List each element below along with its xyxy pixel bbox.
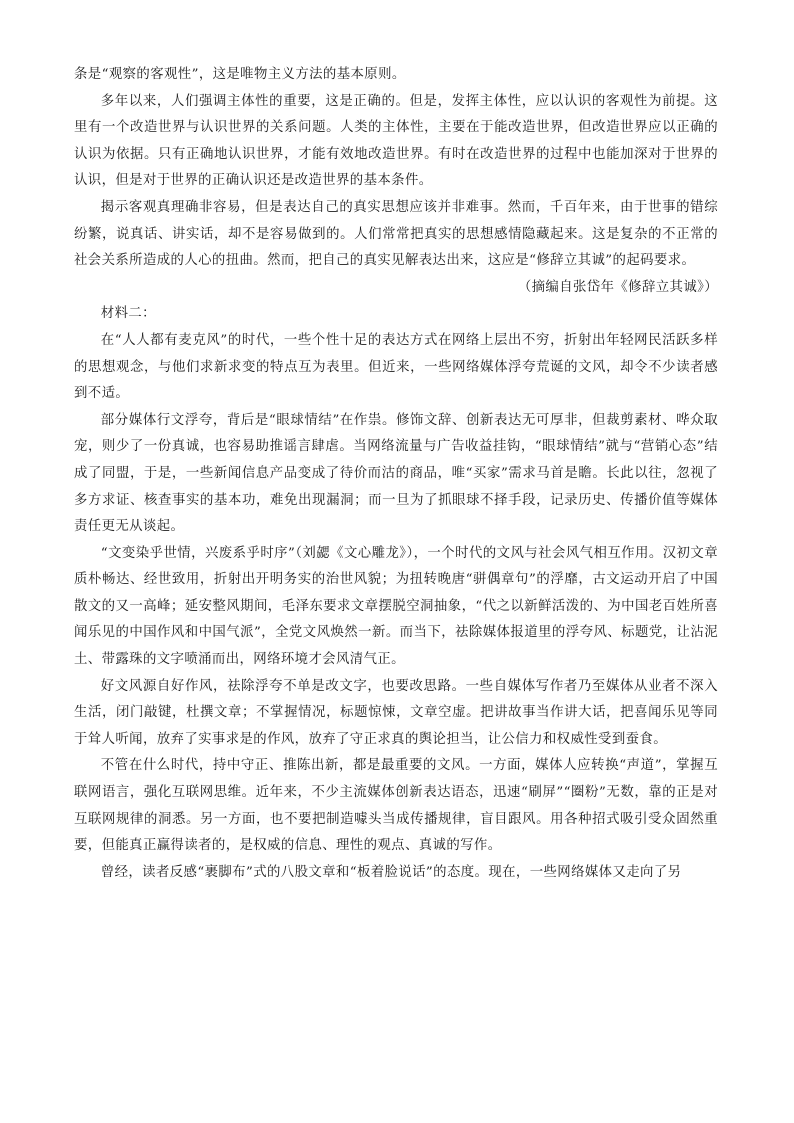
- material-2-paragraph-6: 曾经，读者反感“裹脚布”式的八股文章和“板着脸说话”的态度。现在，一些网络媒体又走向了另: [100, 864, 682, 880]
- material-2-paragraph-2: 部分媒体行文浮夸，背后是“眼球情结”在作祟。修饰文辞、创新表达无可厚非，但裁剪素材、哗众取宠，则少了一份真诚，也容易助推谣言肆虐。当网络流量与广告收益挂钩，“眼球情结”就与“营销心态”结成了同盟，于是，一些新闻信息产品变成了待价而沽的商品，唯“买家”需求马首是瞻。长此以往，忽视了多方求证、核查事实的基本功，难免出现漏洞；而一旦为了抓眼球不择手段，记录历史、传播价值等媒体责任更无从谈起。: [74, 412, 718, 535]
- paragraph-1: 条是“观察的客观性”，这是唯物主义方法的基本原则。: [74, 67, 406, 82]
- material-2-paragraph-1: 在“人人都有麦克风”的时代，一些个性十足的表达方式在网络上层出不穷，折射出年轻网民活跃多样的思想观念，与他们求新求变的特点互为表里。但近来，一些网络媒体浮夸荒诞的文风，却令不少读者感到不适。: [74, 332, 718, 402]
- material-2-paragraph-5: 不管在什么时代，持中守正、推陈出新，都是最重要的文风。一方面，媒体人应转换“声道”，掌握互联网语言，强化互联网思维。近年来，不少主流媒体创新表达语态，迅速“刷屏”“圈粉”无数，靠的正是对互联网规律的洞悉。另一方面，也不要把制造噱头当成传播规律，盲目跟风。用各种招式吸引受众固然重要，但能真正赢得读者的，是权威的信息、理性的观点、真诚的写作。: [74, 758, 718, 854]
- paragraph-2: 多年以来，人们强调主体性的重要，这是正确的。但是，发挥主体性，应以认识的客观性为前提。这里有一个改造世界与认识世界的关系问题。人类的主体性，主要在于能改造世界，但改造世界应以正确的认识为依据。只有正确地认识世界，才能有效地改造世界。有时在改造世界的过程中也能加深对于世界的认识，但是对于世界的正确认识还是改造世界的基本条件。: [74, 93, 718, 189]
- material-2-heading: 材料二：: [100, 306, 156, 322]
- material-2-paragraph-3: “文变染乎世情，兴废系乎时序”（刘勰《文心雕龙》），一个时代的文风与社会风气相互作用。汉初文章质朴畅达、经世致用，折射出开明务实的治世风貌；为扭转晚唐“骈偶章句”的浮靡，古文运动开启了中国散文的又一高峰；延安整风期间，毛泽东要求文章摆脱空洞抽象，“代之以新鲜活泼的、为中国老百姓所喜闻乐见的中国作风和中国气派”，全党文风焕然一新。而当下，祛除媒体报道里的浮夸风、标题党，让沾泥土、带露珠的文字喷涌而出，网络环境才会风清气正。: [74, 545, 718, 668]
- document-page: [74, 62, 718, 886]
- source-citation-1: （摘编自张岱年《修辞立其诚》）: [517, 279, 718, 295]
- paragraph-3: 揭示客观真理确非容易，但是表达自己的真实思想应该并非难事。然而，千百年来，由于世事的错综纷繁，说真话、讲实话，却不是容易做到的。人们常常把真实的思想感情隐藏起来。这是复杂的不正常的社会关系所造成的人心的扭曲。然而，把自己的真实见解表达出来，这应是“修辞立其诚”的起码要求。: [74, 199, 718, 269]
- material-2-paragraph-4: 好文风源自好作风，祛除浮夸不单是改文字，也要改思路。一些自媒体写作者乃至媒体从业者不深入生活，闭门敲键，杜撰文章；不掌握情况，标题惊悚，文章空虚。把讲故事当作讲大话，把喜闻乐见等同于耸人听闻，放弃了实事求是的作风，放弃了守正求真的舆论担当，让公信力和权威性受到蚕食。: [74, 678, 718, 747]
